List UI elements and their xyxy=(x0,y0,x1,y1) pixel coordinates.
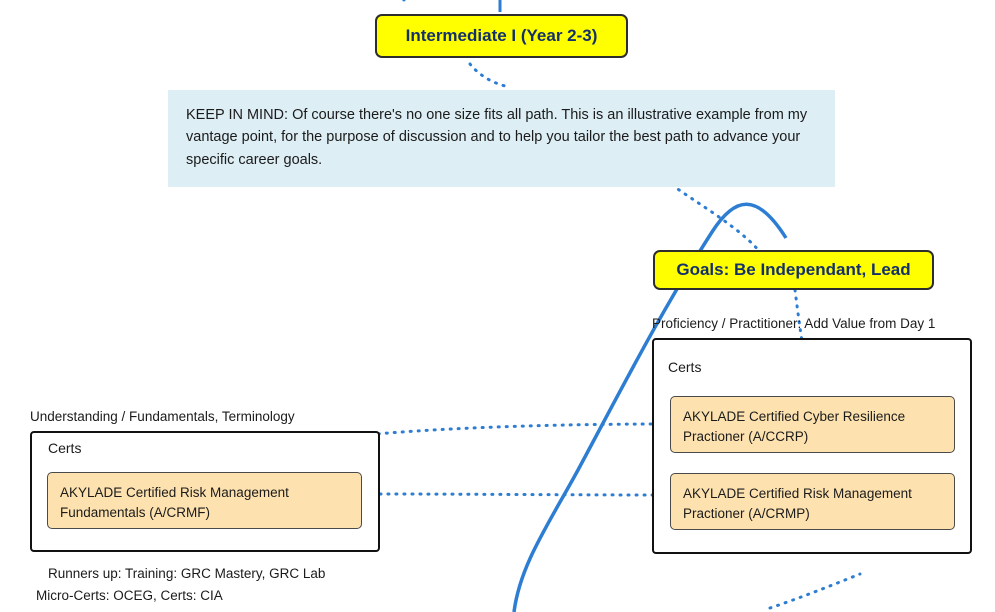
footnote-micro-certs: Micro-Certs: OCEG, Certs: CIA xyxy=(36,588,223,603)
group-caption-fundamentals: Understanding / Fundamentals, Terminology xyxy=(30,409,295,424)
footnote-runners-up: Runners up: Training: GRC Mastery, GRC Lab xyxy=(48,566,326,581)
cert-card-acrmp[interactable] xyxy=(670,473,955,530)
keep-in-mind-note xyxy=(168,90,835,187)
cert-card-acrmf-label: AKYLADE Certified Risk Management Fundamentals (A/CRMF) xyxy=(60,485,289,520)
node-intermediate[interactable] xyxy=(375,14,628,58)
cert-card-accrp[interactable] xyxy=(670,396,955,453)
node-intermediate-label: Intermediate I (Year 2-3) xyxy=(405,26,598,45)
cert-card-accrp-label: AKYLADE Certified Cyber Resilience Practioner (A/CCRP) xyxy=(683,409,906,444)
node-goals-label: Goals: Be Independant, Lead xyxy=(676,260,911,279)
connector-intermediate-dotted-down xyxy=(470,64,505,86)
node-goals[interactable] xyxy=(653,250,934,290)
cert-card-acrmf[interactable] xyxy=(47,472,362,529)
cert-card-acrmp-label: AKYLADE Certified Risk Management Practioner (A/CRMP) xyxy=(683,486,912,521)
group-label-proficiency-certs: Certs xyxy=(668,359,702,375)
group-label-fundamentals-certs: Certs xyxy=(48,440,82,456)
keep-in-mind-text: KEEP IN MIND: Of course there's no one size fits all path. This is an illustrative example from my vantage point, for the purpose of discussion and to help you tailor the best path to advance your specific career goals. xyxy=(186,107,808,168)
connector-fundamentals-to-crmp xyxy=(380,494,662,495)
group-caption-proficiency: Proficiency / Practitioner: Add Value from Day 1 xyxy=(652,316,936,331)
connector-bottom-right-dotted xyxy=(770,574,860,608)
connector-note-to-goals xyxy=(672,185,760,252)
